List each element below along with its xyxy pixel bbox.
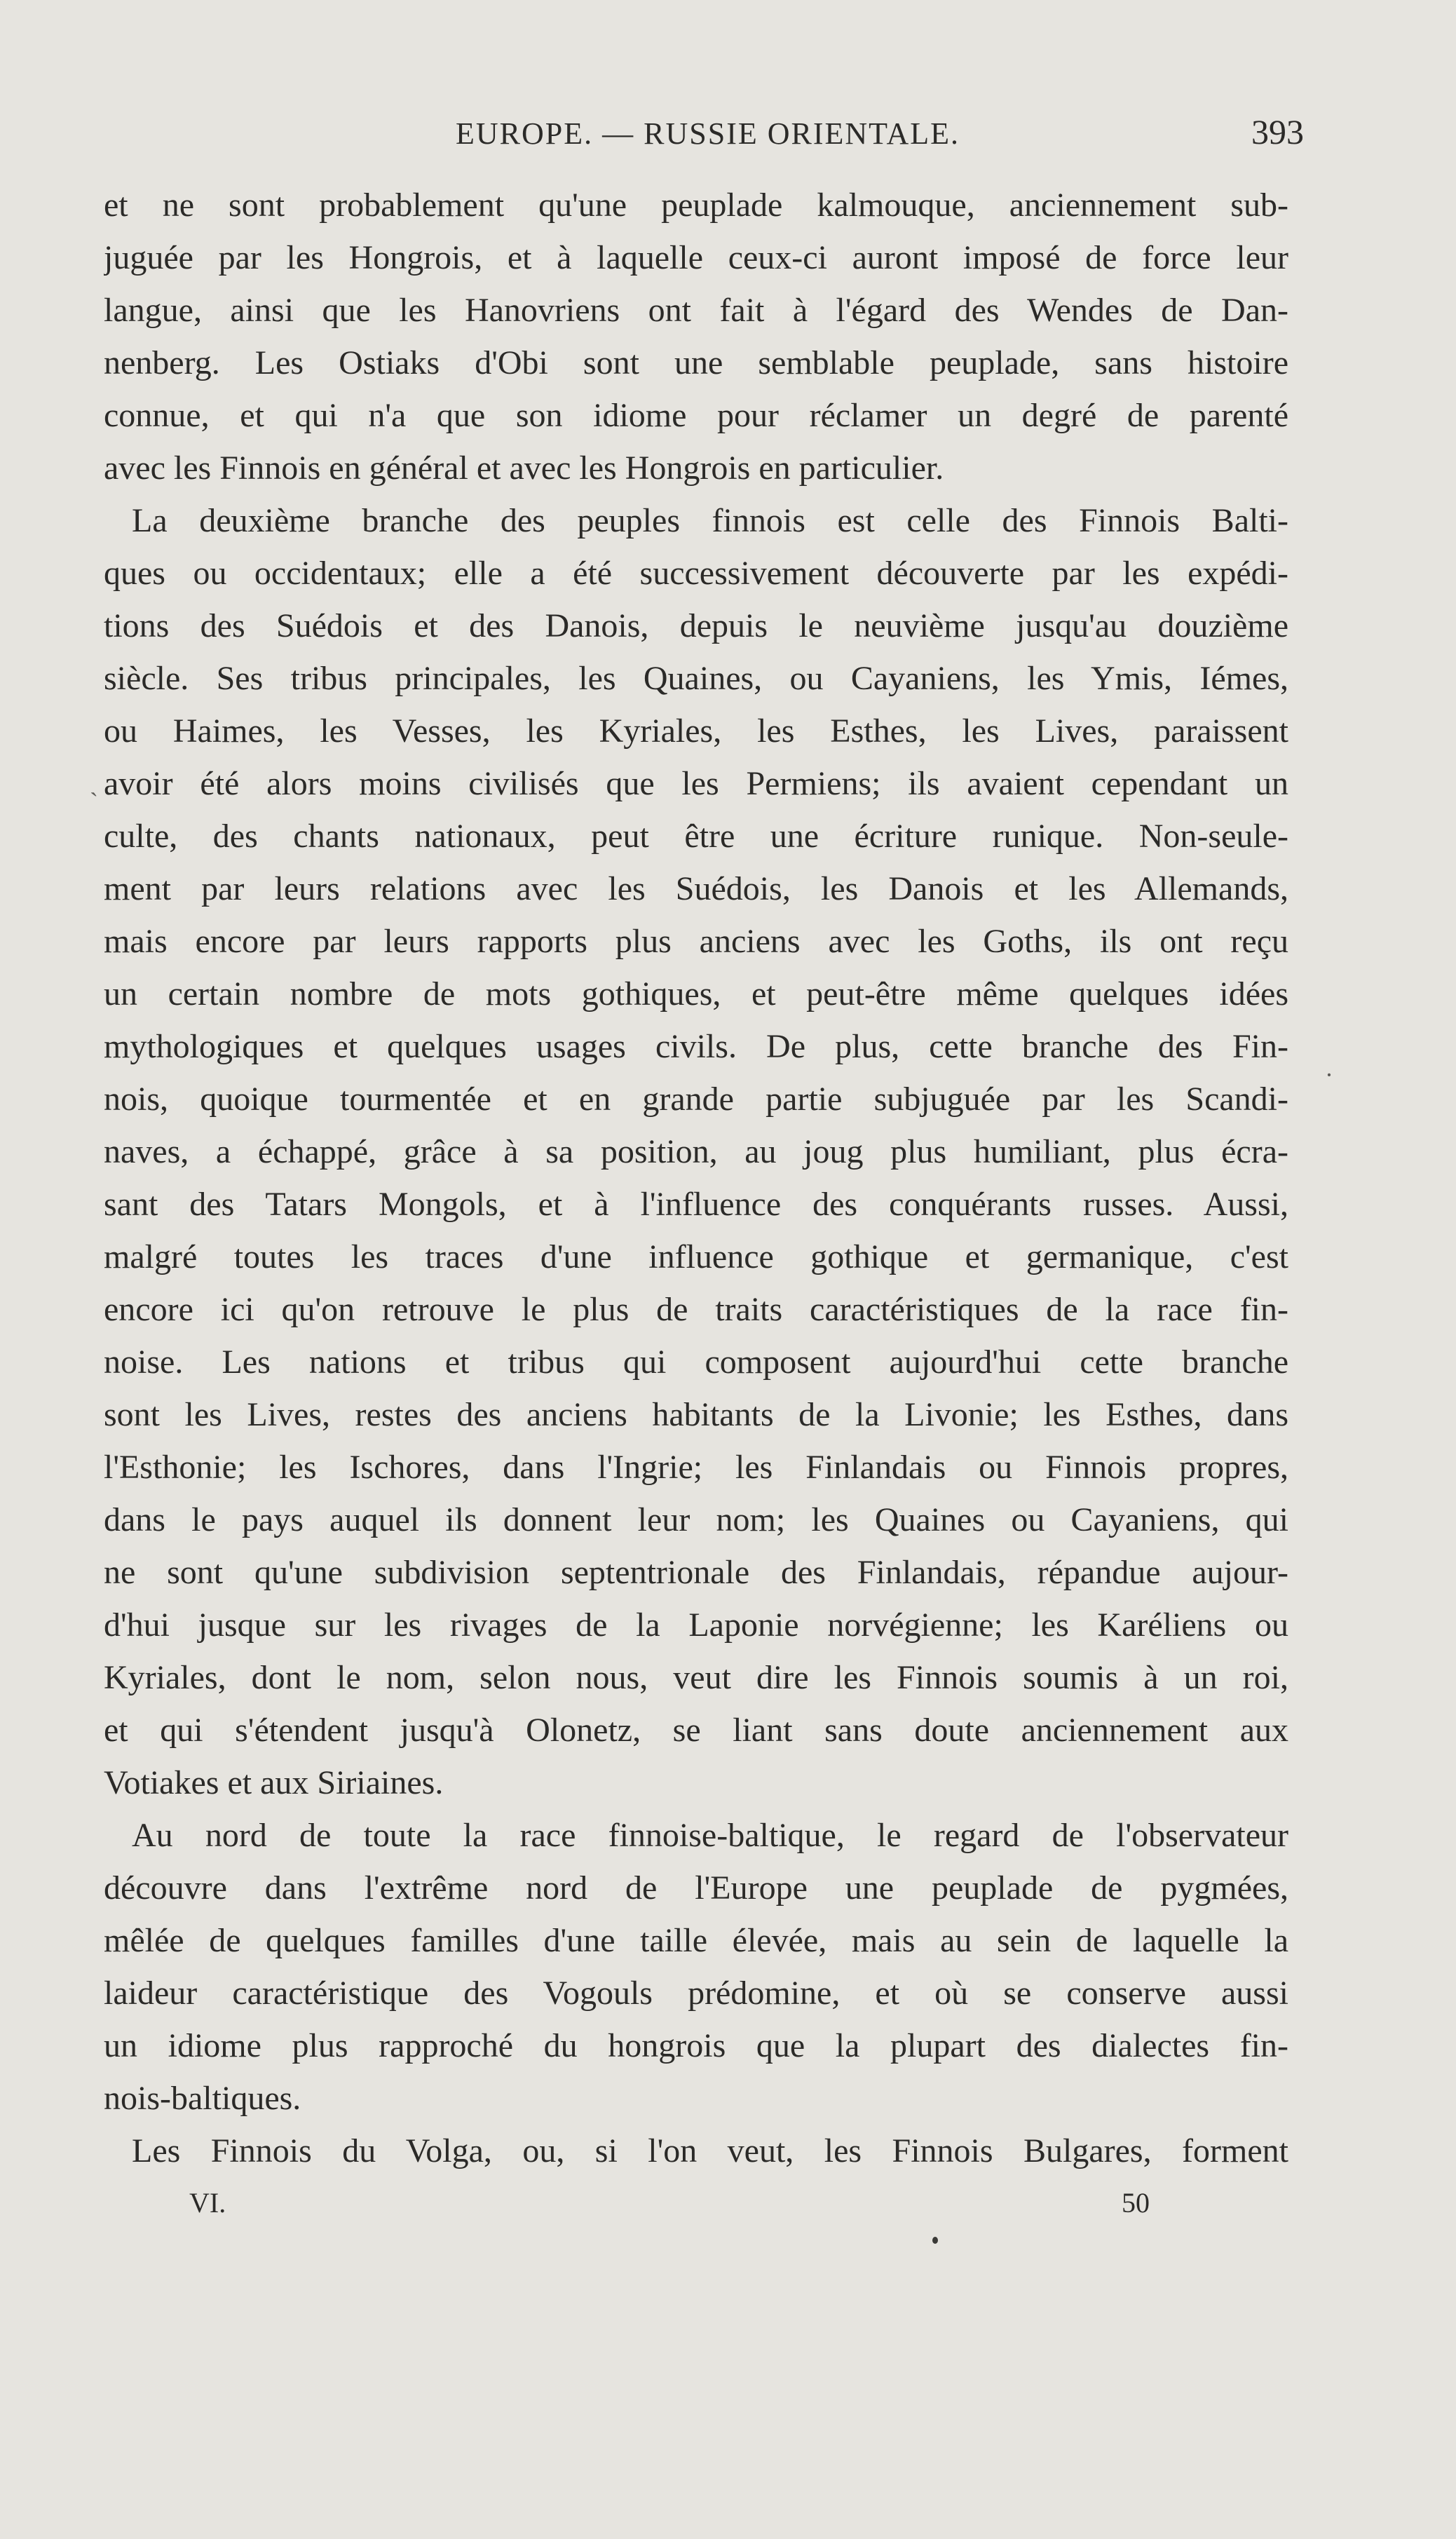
margin-mark: `: [90, 787, 98, 815]
text-line: nois-baltiques.: [104, 2080, 301, 2117]
text-line: et ne sont probablement qu'une peuplade kalmouque, anciennement sub-: [104, 187, 1288, 224]
text-line: un idiome plus rapproché du hongrois que la plupart des dialectes fin-: [104, 2027, 1288, 2064]
text-line: nenberg. Les Ostiaks d'Obi sont une semblable peuplade, sans histoire: [104, 344, 1288, 381]
text-line: Les Finnois du Volga, ou, si l'on veut, les Finnois Bulgares, forment: [132, 2132, 1288, 2169]
text-line: un certain nombre de mots gothiques, et peut-être même quelques idées: [104, 975, 1288, 1013]
text-line: Kyriales, dont le nom, selon nous, veut dire les Finnois soumis à un roi,: [104, 1659, 1288, 1696]
text-line: langue, ainsi que les Hanovriens ont fait à l'égard des Wendes de Dan-: [104, 292, 1288, 329]
body-text: [104, 179, 1288, 2177]
text-line: noise. Les nations et tribus qui composent aujourd'hui cette branche: [104, 1343, 1288, 1381]
page-footer: [189, 2186, 1171, 2228]
signature-mark: 50: [1122, 2187, 1150, 2219]
text-line: malgré toutes les traces d'une influence gothique et germanique, c'est: [104, 1238, 1288, 1275]
text-line: encore ici qu'on retrouve le plus de traits caractéristiques de la race fin-: [104, 1291, 1288, 1328]
text-line: découvre dans l'extrême nord de l'Europe une peuplade de pygmées,: [104, 1869, 1288, 1907]
text-line: nois, quoique tourmentée et en grande partie subjuguée par les Scandi-: [104, 1081, 1288, 1118]
text-line: sont les Lives, restes des anciens habitants de la Livonie; les Esthes, dans: [104, 1396, 1288, 1433]
text-line: ne sont qu'une subdivision septentrionale des Finlandais, répandue aujour-: [104, 1554, 1288, 1591]
text-line: siècle. Ses tribus principales, les Quaines, ou Cayaniens, les Ymis, Iémes,: [104, 660, 1288, 697]
text-line: ment par leurs relations avec les Suédois, les Danois et les Allemands,: [104, 870, 1288, 907]
margin-mark: ·: [1325, 1061, 1333, 1089]
text-line: tions des Suédois et des Danois, depuis le neuvième jusqu'au douzième: [104, 607, 1288, 644]
text-line: sant des Tatars Mongols, et à l'influence des conquérants russes. Aussi,: [104, 1186, 1288, 1223]
page-header: [105, 109, 1304, 165]
print-dot: [932, 2237, 938, 2244]
text-line: et qui s'étendent jusqu'à Olonetz, se liant sans doute anciennement aux: [104, 1712, 1288, 1749]
text-line: l'Esthonie; les Ischores, dans l'Ingrie; les Finlandais ou Finnois propres,: [104, 1449, 1288, 1486]
text-line: culte, des chants nationaux, peut être une écriture runique. Non-seule-: [104, 818, 1288, 855]
text-line: connue, et qui n'a que son idiome pour réclamer un degré de parenté: [104, 397, 1288, 434]
text-line: mêlée de quelques familles d'une taille élevée, mais au sein de laquelle la: [104, 1922, 1288, 1959]
text-line: d'hui jusque sur les rivages de la Laponie norvégienne; les Karéliens ou: [104, 1606, 1288, 1644]
text-line: Votiakes et aux Siriaines.: [104, 1764, 444, 1801]
text-line: avec les Finnois en général et avec les Hongrois en particulier.: [104, 449, 944, 487]
text-line: ques ou occidentaux; elle a été successivement découverte par les expédi-: [104, 555, 1288, 592]
page-number: 393: [1251, 112, 1304, 151]
text-line: juguée par les Hongrois, et à laquelle ceux-ci auront imposé de force leur: [104, 239, 1288, 276]
text-line: Au nord de toute la race finnoise-baltique, le regard de l'observateur: [132, 1817, 1288, 1854]
volume-number: VI.: [189, 2187, 226, 2219]
text-line: mais encore par leurs rapports plus anciens avec les Goths, ils ont reçu: [104, 923, 1288, 960]
text-line: naves, a échappé, grâce à sa position, au joug plus humiliant, plus écra-: [104, 1133, 1288, 1170]
text-line: La deuxième branche des peuples finnois est celle des Finnois Balti-: [132, 502, 1288, 539]
running-head: EUROPE. — RUSSIE ORIENTALE.: [456, 116, 960, 151]
text-line: ou Haimes, les Vesses, les Kyriales, les Esthes, les Lives, paraissent: [104, 712, 1288, 750]
text-line: dans le pays auquel ils donnent leur nom; les Quaines ou Cayaniens, qui: [104, 1501, 1288, 1538]
text-line: avoir été alors moins civilisés que les Permiens; ils avaient cependant un: [104, 765, 1288, 802]
text-line: laideur caractéristique des Vogouls prédomine, et où se conserve aussi: [104, 1975, 1288, 2012]
text-line: mythologiques et quelques usages civils. De plus, cette branche des Fin-: [104, 1028, 1288, 1065]
